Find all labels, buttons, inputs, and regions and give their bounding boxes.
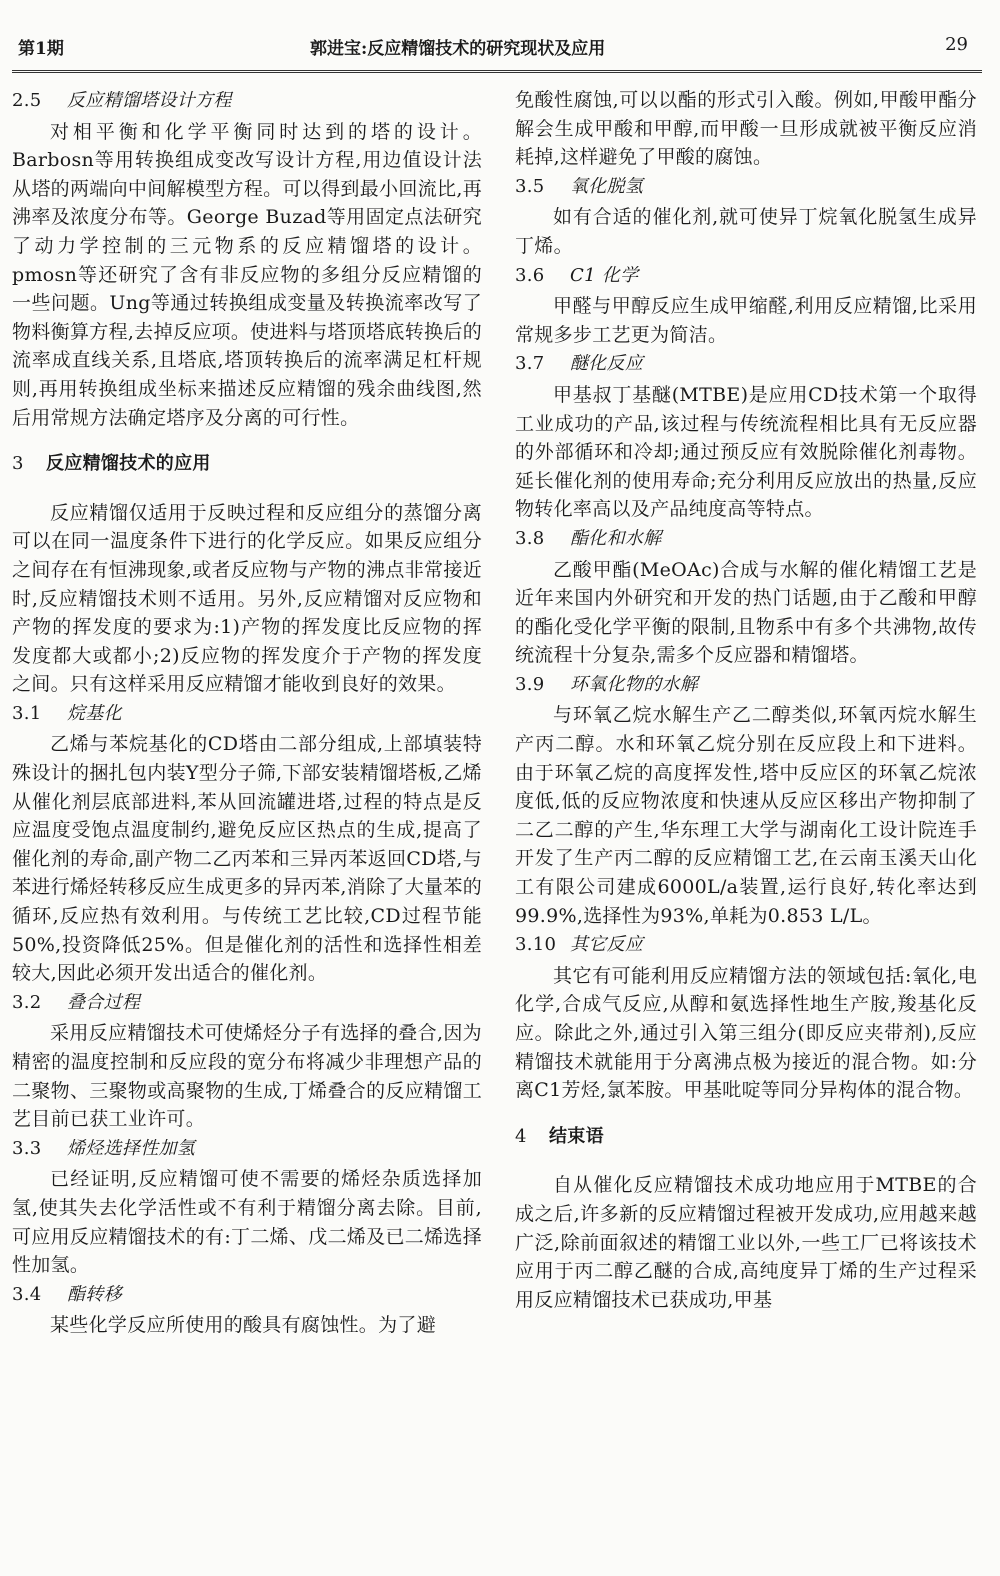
paragraph: 甲基叔丁基醚(MTBE)是应用CD技术第一个取得工业成功的产品,该过程与传统流程相比具有无反应器的外部循环和冷却;通过预反应有效脱除催化剂毒物。延长催化剂的使用寿命;充分利用反应放出的热量,反应物转化率高以及产品纯度高等特点。 <box>515 383 977 521</box>
paragraph: 与环氧乙烷水解生产乙二醇类似,环氧丙烷水解生产丙二醇。水和环氧乙烷分别在反应段上和下进料。由于环氧乙烷的高度挥发性,塔中反应区的环氧乙烷浓度低,低的反应物浓度和快速从反应区移出产物抑制了二乙二醇的产生,华东理工大学与湖南化工设计院连手开发了生产丙二醇的反应精馏工艺,在云南玉溪天山化工有限公司建成6000L/a装置,运行良好,转化率达到99.9%,选择性为93%,单耗为0.853 L/L。 <box>515 704 977 927</box>
issue-number: 第1期 <box>18 39 64 59</box>
subsection-heading: 3.6 C1 化学 <box>515 264 639 286</box>
paragraph: 采用反应精馏技术可使烯烃分子有选择的叠合,因为精密的温度控制和反应段的宽分布将减少非理想产品的二聚物、三聚物或高聚物的生成,丁烯叠合的反应精馏工艺目前已获工业许可。 <box>12 1022 482 1131</box>
section-heading: 3 反应精馏技术的应用 <box>12 453 211 475</box>
paragraph: 如有合适的催化剂,就可使异丁烷氧化脱氢生成异丁烯。 <box>515 206 977 257</box>
subsection-heading: 3.3 烯烃选择性加氢 <box>12 1137 196 1159</box>
paragraph: 乙烯与苯烷基化的CD塔由二部分组成,上部填装特殊设计的捆扎包内装Y型分子筛,下部安装精馏塔板,乙烯从催化剂层底部进料,苯从回流罐进塔,过程的特点是反应温度受饱点温度制约,避免反应区热点的生成,提高了催化剂的寿命,副产物二乙丙苯和三异丙苯返回CD塔,与苯进行烯烃转移反应生成更多的异丙苯,消除了大量苯的循环,反应热有效利用。与传统工艺比较,CD过程节能50%,投资降低25%。但是催化剂的活性和选择性相差较大,因此必须开发出适合的催化剂。 <box>12 733 482 985</box>
running-header <box>12 0 982 73</box>
paragraph-continuation: 免酸性腐蚀,可以以酯的形式引入酸。例如,甲酸甲酯分解会生成甲酸和甲醇,而甲酸一旦形成就被平衡反应消耗掉,这样避免了甲酸的腐蚀。 <box>515 89 977 169</box>
paragraph: 反应精馏仅适用于反映过程和反应组分的蒸馏分离可以在同一温度条件下进行的化学反应。如果反应组分之间存在有恒沸现象,或者反应物与产物的沸点非常接近时,反应精馏技术则不适用。另外,反应精馏对反应物和产物的挥发度的要求为:1)产物的挥发度比反应物的挥发度都大或都小;2)反应物的挥发度介于产物的挥发度之间。只有这样采用反应精馏才能收到良好的效果。 <box>12 501 482 696</box>
paragraph: 自从催化反应精馏技术成功地应用于MTBE的合成之后,许多新的反应精馏过程被开发成功,应用越来越广泛,除前面叙述的精馏工业以外,一些工厂已将该技术应用于丙二醇乙醚的合成,高纯度异丁烯的生产过程采用反应精馏技术已获成功,甲基 <box>515 1174 977 1311</box>
page-number: 29 <box>945 34 968 55</box>
left-column <box>12 86 482 1340</box>
paragraph: 对相平衡和化学平衡同时达到的塔的设计。Barbosn等用转换组成变改写设计方程,用边值设计法从塔的两端向中间解模型方程。可以得到最小回流比,再沸率及浓度分布等。George Buzad等用固定点法研究了动力学控制的三元物系的反应精馏塔的设计。pmosn等还研究了含有非反应物的多组分反应精馏的一些问题。Ung等通过转换组成变量及转换流率改写了物料衡算方程,去掉反应项。使进料与塔顶塔底转换后的流率成直线关系,且塔底,塔顶转换后的流率满足杠杆规则,再用转换组成坐标来描述反应精馏的残余曲线图,然后用常规方法确定塔序及分离的可行性。 <box>12 120 482 429</box>
subsection-heading: 3.1 烷基化 <box>12 702 122 724</box>
subsection-heading: 3.9 环氧化物的水解 <box>515 673 699 695</box>
section-heading: 4 结束语 <box>515 1125 604 1147</box>
subsection-heading: 3.5 氧化脱氢 <box>515 175 644 197</box>
subsection-heading: 3.2 叠合过程 <box>12 991 141 1013</box>
paragraph: 其它有可能利用反应精馏方法的领域包括:氧化,电化学,合成气反应,从醇和氨选择性地生产胺,羧基化反应。除此之外,通过引入第三组分(即反应夹带剂),反应精馏技术就能用于分离沸点极为接近的混合物。如:分离C1芳烃,氯苯胺。甲基吡啶等同分异构体的混合物。 <box>515 964 977 1102</box>
subsection-heading: 3.7 醚化反应 <box>515 353 644 375</box>
subsection-heading: 3.10 其它反应 <box>515 934 644 956</box>
subsection-heading: 3.4 酯转移 <box>12 1283 122 1305</box>
right-column <box>515 86 977 1314</box>
subsection-heading: 3.8 酯化和水解 <box>515 527 662 549</box>
subsection-heading: 2.5 反应精馏塔设计方程 <box>12 90 232 111</box>
running-title: 郭进宝:反应精馏技术的研究现状及应用 <box>310 39 606 59</box>
paragraph: 甲醛与甲醇反应生成甲缩醛,利用反应精馏,比采用常规多步工艺更为简洁。 <box>515 295 977 346</box>
paragraph: 某些化学反应所使用的酸具有腐蚀性。为了避 <box>50 1314 437 1337</box>
paragraph: 已经证明,反应精馏可使不需要的烯烃杂质选择加氢,使其失去化学活性或不有利于精馏分离去除。目前,可应用反应精馏技术的有:丁二烯、戊二烯及已二烯选择性加氢。 <box>12 1168 482 1277</box>
paragraph: 乙酸甲酯(MeOAc)合成与水解的催化精馏工艺是近年来国内外研究和开发的热门话题,由于乙酸和甲醇的酯化受化学平衡的限制,且物系中有多个共沸物,故传统流程十分复杂,需多个反应器和精馏塔。 <box>515 558 977 667</box>
